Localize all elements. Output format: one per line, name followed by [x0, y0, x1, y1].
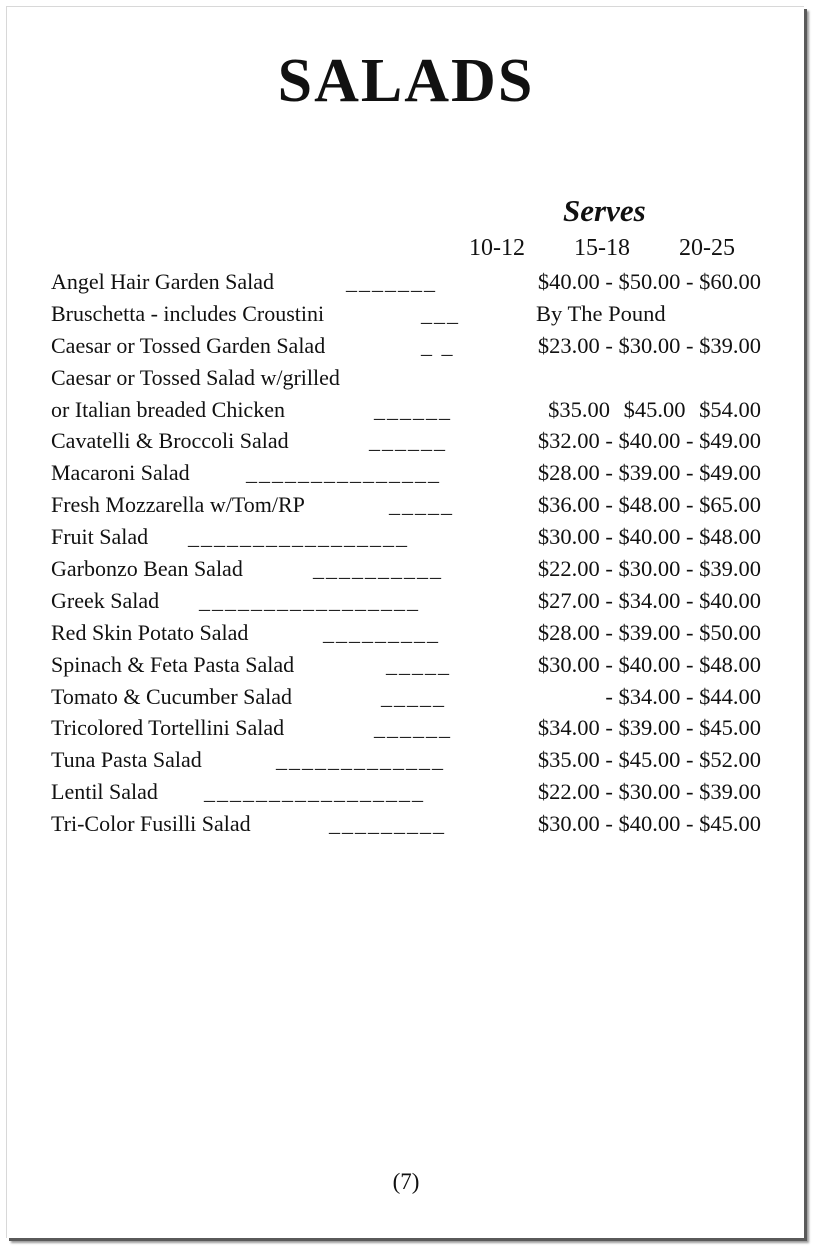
item-price: $36.00 - $48.00 - $65.00	[537, 492, 761, 518]
item-name: Caesar or Tossed Garden Salad	[51, 332, 326, 358]
dot-leader: _________________	[199, 587, 420, 613]
item-name: Cavatelli & Broccoli Salad	[51, 428, 289, 454]
item-name: Spinach & Feta Pasta Salad	[51, 651, 295, 677]
item-price: $30.00 - $40.00 - $48.00	[537, 524, 761, 550]
dot-leader: ______	[374, 396, 452, 422]
menu-item	[51, 585, 771, 617]
item-price: $30.00 - $40.00 - $45.00	[537, 811, 761, 837]
menu-item	[51, 521, 771, 553]
menu-item	[51, 681, 771, 713]
dot-leader: _______________	[246, 460, 441, 486]
item-price: $28.00 - $39.00 - $50.00	[537, 619, 761, 645]
item-price: $23.00 - $30.00 - $39.00	[537, 332, 761, 358]
item-name: Fresh Mozzarella w/Tom/RP	[51, 492, 305, 518]
dot-leader: __________	[313, 556, 443, 582]
menu-item	[51, 489, 771, 521]
menu-item	[51, 425, 771, 457]
item-name: Fruit Salad	[51, 524, 149, 550]
menu-item	[51, 266, 771, 298]
menu-item	[51, 330, 771, 362]
page-title: SALADS	[277, 47, 535, 115]
menu-item	[51, 808, 771, 840]
item-price: $27.00 - $34.00 - $40.00	[537, 587, 761, 613]
menu-item	[51, 649, 771, 681]
item-name: Bruschetta - includes Croustini	[51, 300, 325, 326]
item-name: Tri-Color Fusilli Salad	[51, 811, 251, 837]
item-name: Caesar or Tossed Salad w/grilled	[51, 364, 340, 390]
item-name: Garbonzo Bean Salad	[51, 556, 243, 582]
menu-item	[51, 553, 771, 585]
salad-price-list	[51, 266, 771, 840]
dot-leader: _________________	[188, 524, 409, 550]
menu-item	[51, 617, 771, 649]
item-name: Tricolored Tortellini Salad	[51, 715, 285, 741]
item-price: By The Pound	[536, 300, 666, 326]
serves-heading: Serves	[563, 193, 646, 228]
dot-leader: _______	[346, 269, 437, 294]
item-price: $22.00 - $30.00 - $39.00	[537, 556, 761, 582]
dot-leader: _________	[323, 619, 440, 645]
item-name: Lentil Salad	[51, 779, 158, 805]
dot-leader: _____________	[276, 747, 445, 773]
dot-leader: ___	[421, 300, 460, 326]
item-name: Greek Salad	[51, 587, 160, 613]
item-price: $22.00 - $30.00 - $39.00	[537, 779, 761, 805]
dot-leader: _____	[389, 492, 454, 518]
item-price: - $34.00 - $44.00	[605, 683, 761, 709]
item-price: $35.00 - $45.00 - $52.00	[537, 747, 761, 773]
item-name: Tomato & Cucumber Salad	[51, 683, 293, 709]
item-price: $30.00 - $40.00 - $48.00	[537, 651, 761, 677]
column-header-15-18: 15-18	[574, 235, 630, 261]
column-header-10-12: 10-12	[469, 235, 525, 261]
item-price: $28.00 - $39.00 - $49.00	[537, 460, 761, 486]
column-header-20-25: 20-25	[679, 235, 735, 261]
menu-item	[51, 362, 771, 394]
dot-leader: _ _	[421, 332, 455, 358]
dot-leader: _________	[329, 811, 446, 837]
menu-item	[51, 457, 771, 489]
item-name: Macaroni Salad	[51, 460, 190, 486]
dot-leader: ______	[374, 715, 452, 741]
dot-leader: _____	[386, 651, 451, 677]
item-name: Angel Hair Garden Salad	[51, 269, 274, 294]
item-price: $35.00 $45.00 $54.00	[548, 396, 761, 422]
dot-leader: ______	[369, 428, 447, 454]
item-name: Tuna Pasta Salad	[51, 747, 202, 773]
item-name: Red Skin Potato Salad	[51, 619, 249, 645]
item-name: or Italian breaded Chicken	[51, 396, 285, 422]
page-number: (7)	[392, 1169, 420, 1194]
item-price: $34.00 - $39.00 - $45.00	[537, 715, 761, 741]
menu-item	[51, 776, 771, 808]
menu-item	[51, 394, 771, 426]
menu-item	[51, 298, 771, 330]
menu-item	[51, 744, 771, 776]
item-price: $32.00 - $40.00 - $49.00	[537, 428, 761, 454]
dot-leader: _________________	[204, 779, 425, 805]
menu-page	[6, 6, 804, 1238]
menu-item	[51, 712, 771, 744]
item-price: $40.00 - $50.00 - $60.00	[537, 269, 761, 294]
dot-leader: _____	[381, 683, 446, 709]
